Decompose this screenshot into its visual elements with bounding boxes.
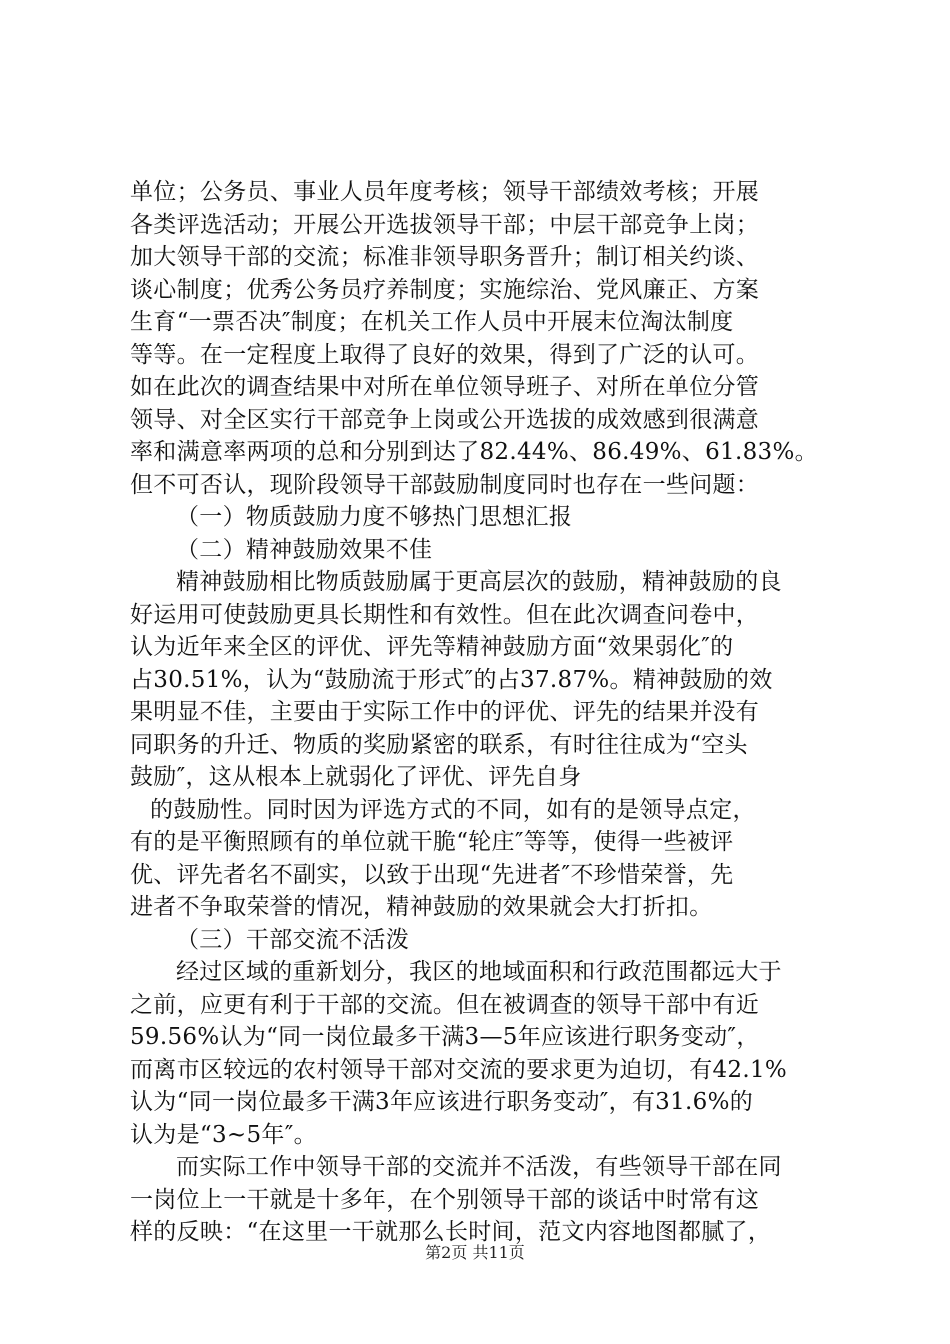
text-line: 优、评先者名不副实，以致于出现“先进者″不珍惜荣誉，先 bbox=[130, 861, 734, 888]
text-line: 等等。在一定程度上取得了良好的效果，得到了广泛的认可。 bbox=[130, 341, 760, 368]
paragraph-start: 的鼓励性。同时因为评选方式的不同，如有的是领导点定， bbox=[150, 796, 756, 823]
text-line: 同职务的升迁、物质的奖励紧密的联系，有时往往成为“空头 bbox=[130, 731, 748, 758]
text-line: 鼓励″，这从根本上就弱化了评优、评先自身 bbox=[130, 764, 582, 790]
paragraph-start: 精神鼓励相比物质鼓励属于更高层次的鼓励，精神鼓励的良 bbox=[176, 569, 782, 595]
text-line: 认为近年来全区的评优、评先等精神鼓励方面“效果弱化″的 bbox=[130, 634, 734, 660]
paragraph-start: 而实际工作中领导干部的交流并不活泼，有些领导干部在同 bbox=[176, 1154, 782, 1180]
text-line: 率和满意率两项的总和分别到达了82.44%、86.49%、61.83%。 bbox=[130, 439, 818, 465]
text-line: 但不可否认，现阶段领导干部鼓励制度同时也存在一些问题： bbox=[130, 471, 760, 498]
paragraph-start: 经过区域的重新划分，我区的地域面积和行政范围都远大于 bbox=[176, 959, 782, 985]
text-line: 果明显不佳，主要由于实际工作中的评优、评先的结果并没有 bbox=[130, 699, 760, 725]
document-body bbox=[130, 176, 840, 1249]
section-heading-2: （二）精神鼓励效果不佳 bbox=[176, 536, 433, 563]
text-line: 认为“同一岗位最多干满3年应该进行职务变动″，有31.6%的 bbox=[130, 1089, 754, 1115]
section-heading-3: （三）干部交流不活泼 bbox=[176, 926, 409, 953]
text-line: 占30.51%，认为“鼓励流于形式″的占37.87%。精神鼓励的效 bbox=[130, 666, 773, 693]
text-line: 如在此次的调查结果中对所在单位领导班子、对所在单位分管 bbox=[130, 374, 760, 400]
section-heading-1: （一）物质鼓励力度不够热门思想汇报 bbox=[176, 504, 573, 530]
text-line: 加大领导干部的交流；标准非领导职务晋升；制订相关约谈、 bbox=[130, 244, 760, 270]
text-line: 一岗位上一干就是十多年，在个别领导干部的谈话中时常有这 bbox=[130, 1186, 760, 1213]
text-line: 而离市区较远的农村领导干部对交流的要求更为迫切，有42.1% bbox=[130, 1056, 788, 1083]
text-line: 生育“一票否决″制度；在机关工作人员中开展末位淘汰制度 bbox=[130, 309, 734, 335]
text-line: 领导、对全区实行干部竞争上岗或公开选拔的成效感到很满意 bbox=[130, 406, 760, 433]
text-line: 各类评选活动；开展公开选拔领导干部；中层干部竞争上岗； bbox=[130, 211, 760, 238]
text-line: 好运用可使鼓励更具长期性和有效性。但在此次调查问卷中， bbox=[130, 601, 760, 628]
page-footer: 第2页 共11页 bbox=[425, 1243, 525, 1262]
text-line: 之前，应更有利于干部的交流。但在被调查的领导干部中有近 bbox=[130, 991, 760, 1018]
text-line: 59.56%认为“同一岗位最多干满3—5年应该进行职务变动″， bbox=[130, 1024, 760, 1050]
text-line: 谈心制度；优秀公务员疗养制度；实施综治、党风廉正、方案 bbox=[130, 276, 760, 303]
text-line: 进者不争取荣誉的情况，精神鼓励的效果就会大打折扣。 bbox=[130, 894, 713, 920]
text-line: 样的反映：“在这里一干就那么长时间，范文内容地图都腻了， bbox=[130, 1219, 772, 1245]
text-line: 单位；公务员、事业人员年度考核；领导干部绩效考核；开展 bbox=[130, 179, 760, 205]
text-line: 有的是平衡照顾有的单位就干脆“轮庄″等等，使得一些被评 bbox=[130, 829, 734, 855]
text-line: 认为是“3~5年″。 bbox=[130, 1121, 317, 1148]
